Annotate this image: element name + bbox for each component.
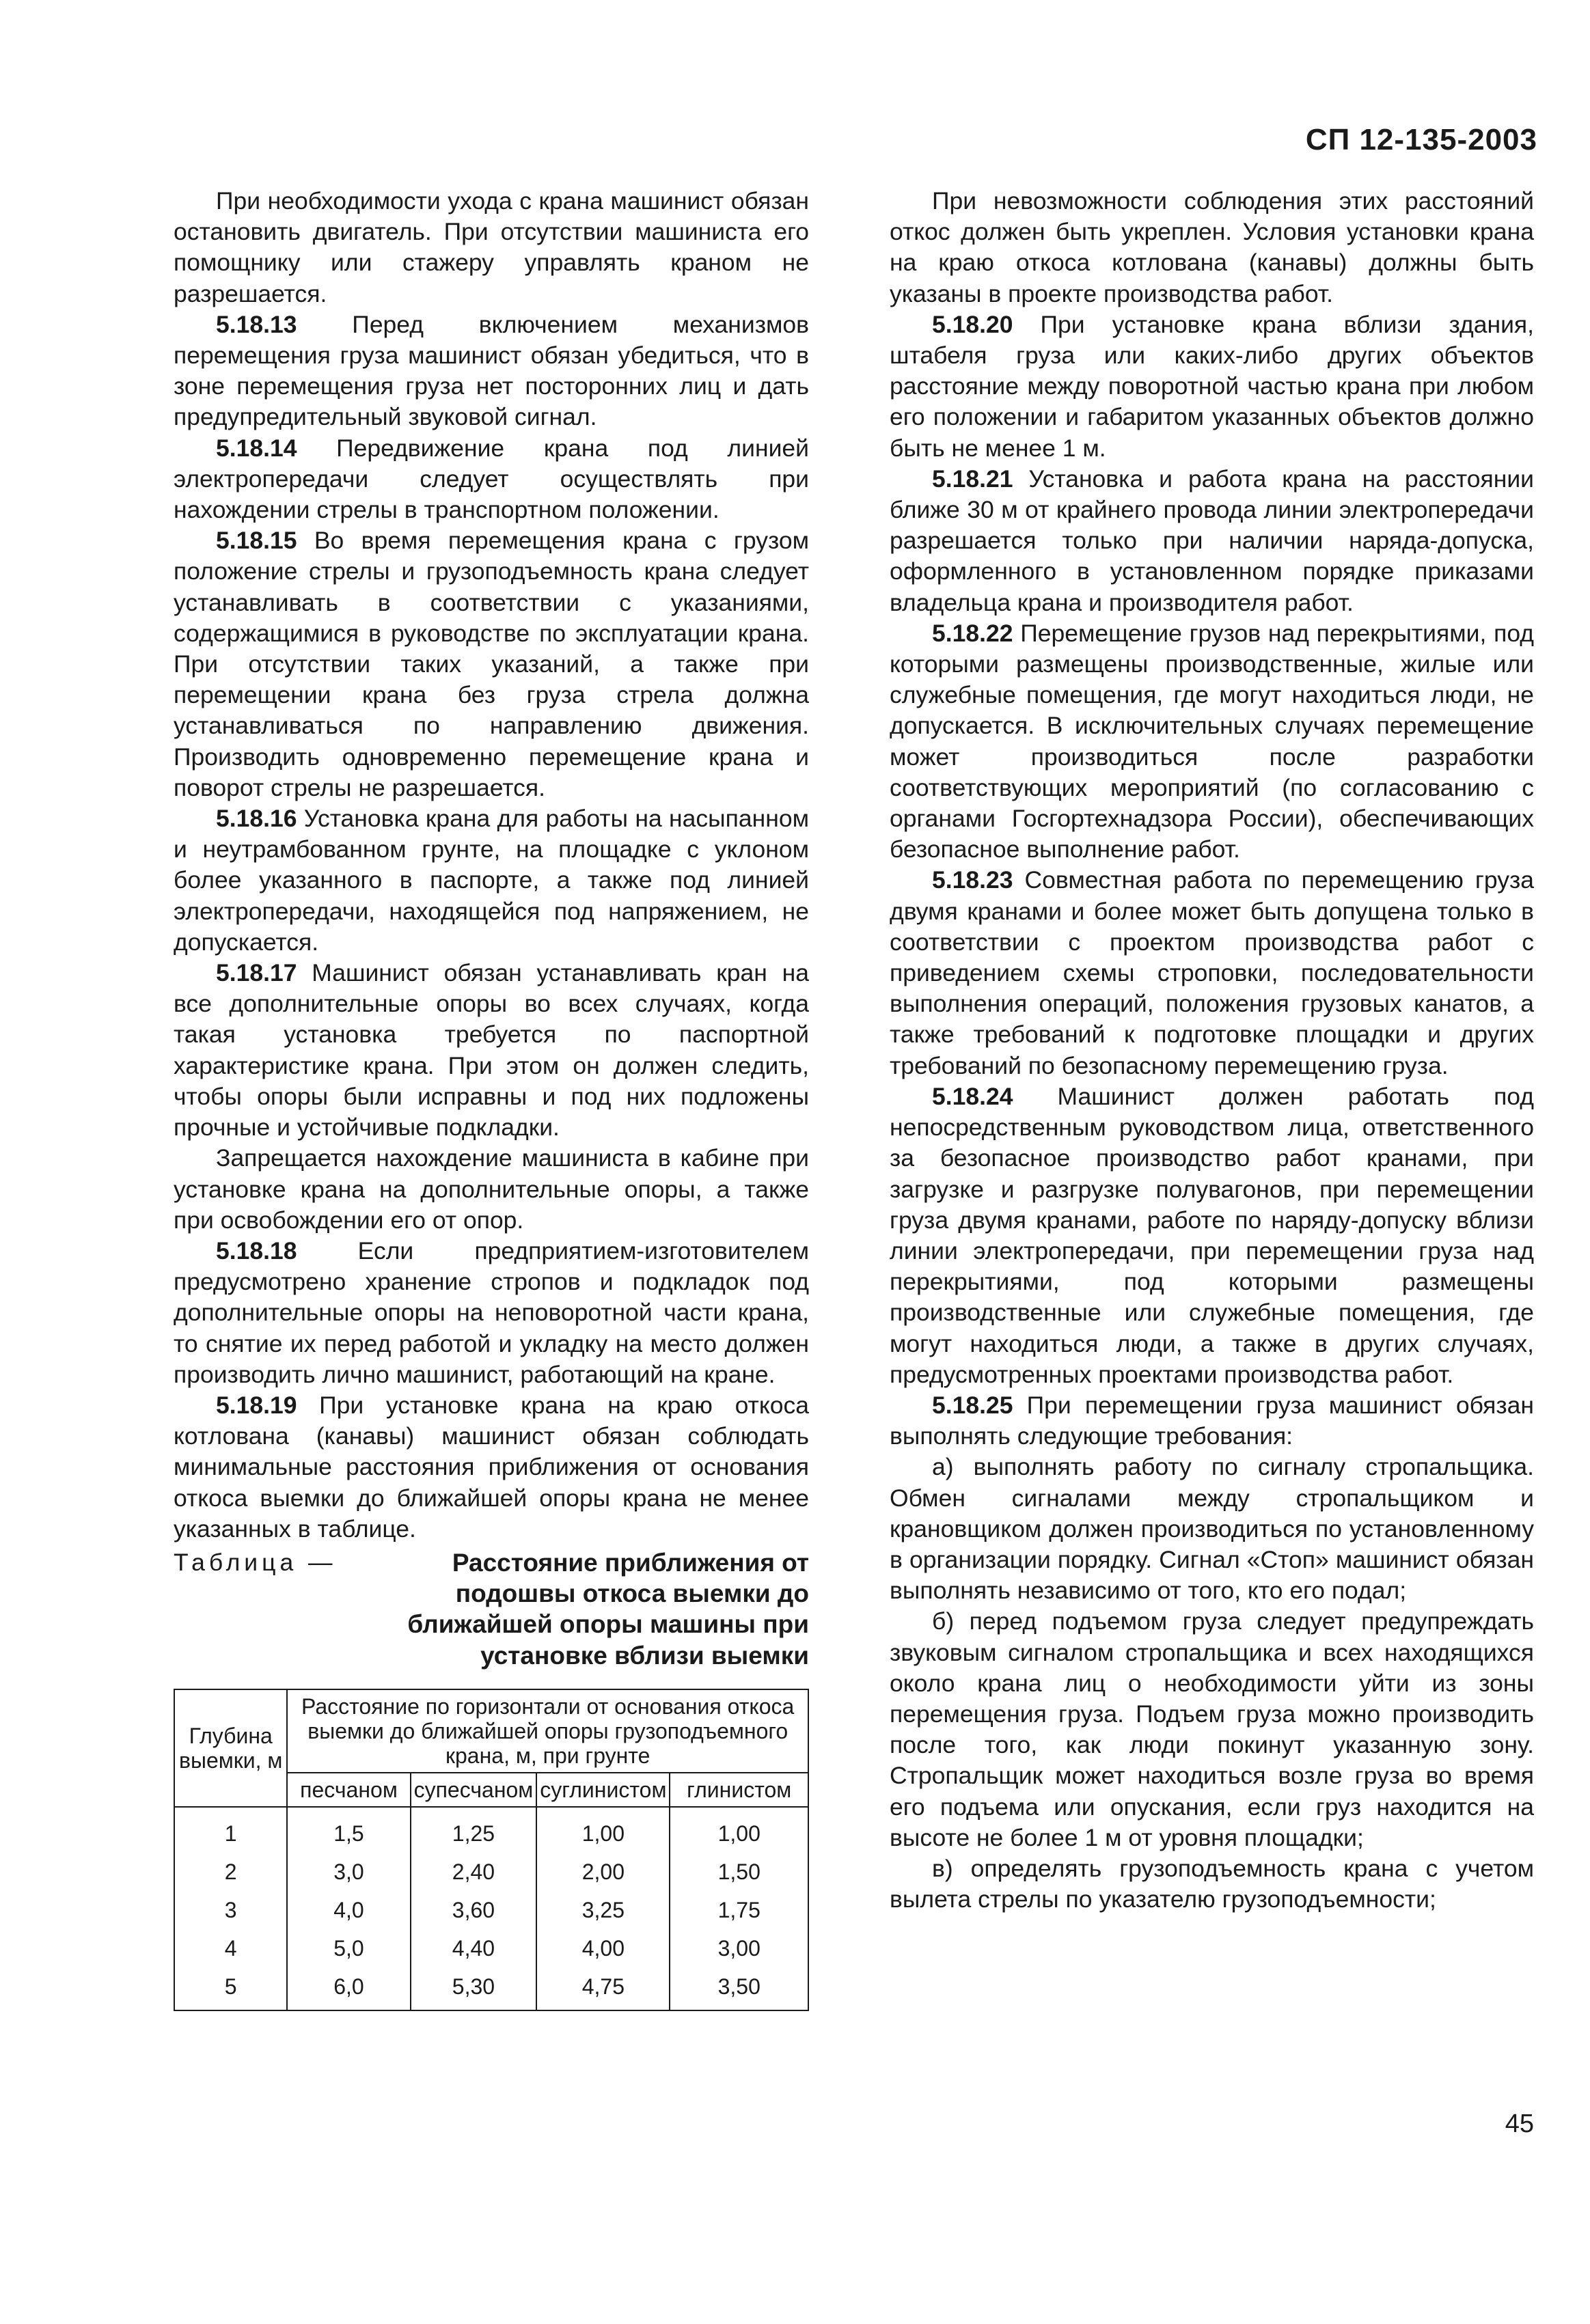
table-cell: 5 [174,1967,287,2010]
clause-text: Если предприятием-изготовителем предусмотрено хранение стропов и подкладок под дополнительные опоры на неповоротной части крана, то снятие их перед работой и укладку на место должен производить лично машинист, работающий на кране. [174,1236,809,1388]
clause-5-18-18 [174,1236,809,1390]
column-header-depth: Глубина выемки, м [174,1689,287,1807]
table-cell: 3,60 [411,1891,537,1929]
table-cell: 1 [174,1807,287,1853]
clause-text: Во время перемещения крана с грузом положение стрелы и грузоподъемность крана следует устанавливать в соответствии с указаниями, содержащимися в руководстве по эксплуатации крана. При отсутствии таких указаний, а также при перемещении крана без груза стрела должна устанавливаться по направлению движения. Производить одновременно перемещение крана и поворот стрелы не разрешается. [174,527,809,801]
document-code: СП 12-135-2003 [1305,123,1537,156]
clause-5-18-24 [890,1081,1534,1390]
clause-text: Совместная работа по перемещению груза двумя кранами и более может быть допущена только в соответствии с проектом производства работ с приведением схемы строповки, последовательности выполнения операций, положения грузовых канатов, а также требований к подготовке площадки и других требований по безопасному перемещению груза. [890,866,1534,1079]
table-cell: 2,40 [411,1853,537,1891]
clause-number: 5.18.14 [216,434,297,462]
table-cell: 4 [174,1929,287,1967]
table-row [174,1853,808,1891]
clause-text: Установка крана для работы на насыпанном и неутрамбованном грунте, на площадке с уклоном более указанного в паспорте, а также под линией электропередачи, находящейся под напряжением, не допускается. [174,805,809,956]
table-cell: 1,75 [670,1891,808,1929]
table-row [174,1891,808,1929]
clause-text: Передвижение крана под линией электропередачи следует осуществлять при нахождении стрелы в транспортном положении. [174,434,809,524]
table-cell: 4,0 [287,1891,410,1929]
clause-text: Машинист обязан устанавливать кран на все дополнительные опоры во всех случаях, когда такая установка требуется по паспортной характеристике крана. При этом он должен следить, чтобы опоры были исправны и под них подложены прочные и устойчивые подкладки. [174,959,809,1142]
clause-5-18-20 [890,309,1534,464]
clause-text: Установка и работа крана на расстоянии ближе 30 м от крайнего провода линии электропередачи разрешается только при наличии наряда-допуска, оформленного в установленном порядке приказами владельца крана и производителя работ. [890,465,1534,616]
clause-5-18-13 [174,309,809,433]
clause-number: 5.18.22 [932,619,1013,647]
clause-number: 5.18.13 [216,310,297,338]
clause-number: 5.18.24 [932,1082,1013,1110]
table-label: Таблица — [174,1548,337,1576]
table-row [174,1929,808,1967]
table-caption [174,1547,809,1671]
clause-number: 5.18.25 [932,1391,1013,1419]
clause-number: 5.18.17 [216,959,297,987]
clause-5-18-16 [174,803,809,958]
page-number: 45 [1505,2109,1534,2138]
clause-text: Перемещение грузов над перекрытиями, под которыми размещены производственные, жилые или служебные помещения, где могут находиться люди, не допускается. В исключительных случаях перемещение может производиться после разработки соответствующих мероприятий (по согласованию с органами Госгортехнадзора России), обеспечивающих безопасное выполнение работ. [890,619,1534,863]
table-cell: 1,00 [670,1807,808,1853]
clause-5-18-25 [890,1390,1534,1452]
clause-text: Машинист должен работать под непосредственным руководством лица, ответственного за безопасное производство работ кранами, при загрузке и разгрузке полувагонов, при перемещении груза двумя кранами, работе по наряду-допуску вблизи линии электропередачи, при перемещении груза над перекрытиями, под которыми размещены производственные или служебные помещения, где могут находиться люди, а также в других случаях, предусмотренных проектами производства работ. [890,1082,1534,1388]
clause-number: 5.18.16 [216,805,297,833]
clause-number: 5.18.23 [932,866,1013,894]
right-column [890,186,1534,1915]
clause-number: 5.18.20 [932,310,1013,338]
clause-number: 5.18.19 [216,1391,297,1419]
table-cell: 5,30 [411,1967,537,2010]
clause-number: 5.18.15 [216,527,297,555]
table-row [174,1967,808,2010]
table-cell: 6,0 [287,1967,410,2010]
list-item-c: в) определять грузоподъемность крана с учетом вылета стрелы по указателю грузоподъемности; [890,1854,1534,1913]
clause-text: При установке крана вблизи здания, штабеля груза или каких-либо других объектов расстояние между поворотной частью крана при любом его положении и габаритом указанных объектов должно быть не менее 1 м. [890,310,1534,462]
left-column [174,186,809,2011]
table-cell: 4,75 [536,1967,670,2010]
table-cell: 1,50 [670,1853,808,1891]
table-cell: 2,00 [536,1853,670,1891]
column-header-soil: песчаном [287,1773,410,1807]
clause-number: 5.18.18 [216,1236,297,1264]
clause-5-18-19 [174,1390,809,1545]
clause-text: Перед включением механизмов перемещения груза машинист обязан убедиться, что в зоне перемещения груза нет посторонних лиц и дать предупредительный звуковой сигнал. [174,310,809,431]
list-item-b: б) перед подъемом груза следует предупреждать звуковым сигналом стропальщика и всех находящихся около крана лиц о необходимости уйти из зоны перемещения груза. Подъем груза можно производить после того, как люди покинут указанную зону. Стропальщик может находиться возле груза во время его подъема или опускания, если груз находится на высоте не более 1 м от уровня площадки; [890,1607,1534,1851]
clause-5-18-17 [174,958,809,1143]
table-row [174,1807,808,1853]
clause-text: При перемещении груза машинист обязан выполнять следующие требования: [890,1391,1534,1450]
column-header-soil: глинистом [670,1773,808,1807]
clause-number: 5.18.21 [932,465,1013,493]
table-cell: 3,50 [670,1967,808,2010]
clause-5-18-15 [174,525,809,803]
clause-text: При установке крана на краю откоса котлована (канавы) машинист обязан соблюдать минимальные расстояния приближения от основания откоса выемки до ближайшей опоры крана не менее указанных в таблице. [174,1391,809,1543]
clause-5-18-14 [174,433,809,526]
table-cell: 3 [174,1891,287,1929]
paragraph: При необходимости ухода с крана машинист обязан остановить двигатель. При отсутствии машиниста его помощнику или стажеру управлять краном не разрешается. [174,187,809,307]
table-cell: 3,25 [536,1891,670,1929]
table-cell: 4,40 [411,1929,537,1967]
column-header-soil: супесчаном [411,1773,537,1807]
clause-5-18-23 [890,865,1534,1081]
clause-5-18-21 [890,464,1534,618]
table-cell: 1,00 [536,1807,670,1853]
column-header-soil: суглинистом [536,1773,670,1807]
table-title: Расстояние приближения от подошвы откоса выемки до ближайшей опоры машины при установке вблизи выемки [407,1548,809,1670]
paragraph: При невозможности соблюдения этих расстояний откос должен быть укреплен. Условия установки крана на краю откоса котлована (канавы) должны быть указаны в проекте производства работ. [890,187,1534,307]
table-cell: 1,25 [411,1807,537,1853]
table-cell: 1,5 [287,1807,410,1853]
list-item-a: а) выполнять работу по сигналу стропальщика. Обмен сигналами между стропальщиком и крановщиком должен производиться по установленному в организации порядку. Сигнал «Стоп» машинист обязан выполнять независимо от того, кто его подал; [890,1453,1534,1605]
table-cell: 5,0 [287,1929,410,1967]
clause-5-18-22 [890,618,1534,866]
table-cell: 3,00 [670,1929,808,1967]
table-cell: 3,0 [287,1853,410,1891]
column-header-group: Расстояние по горизонтали от основания откоса выемки до ближайшей опоры грузоподъемного крана, м, при грунте [287,1689,808,1773]
distance-table [174,1689,809,2011]
paragraph: Запрещается нахождение машиниста в кабине при установке крана на дополнительные опоры, а также при освобождении его от опор. [174,1144,809,1234]
table-cell: 2 [174,1853,287,1891]
table-cell: 4,00 [536,1929,670,1967]
